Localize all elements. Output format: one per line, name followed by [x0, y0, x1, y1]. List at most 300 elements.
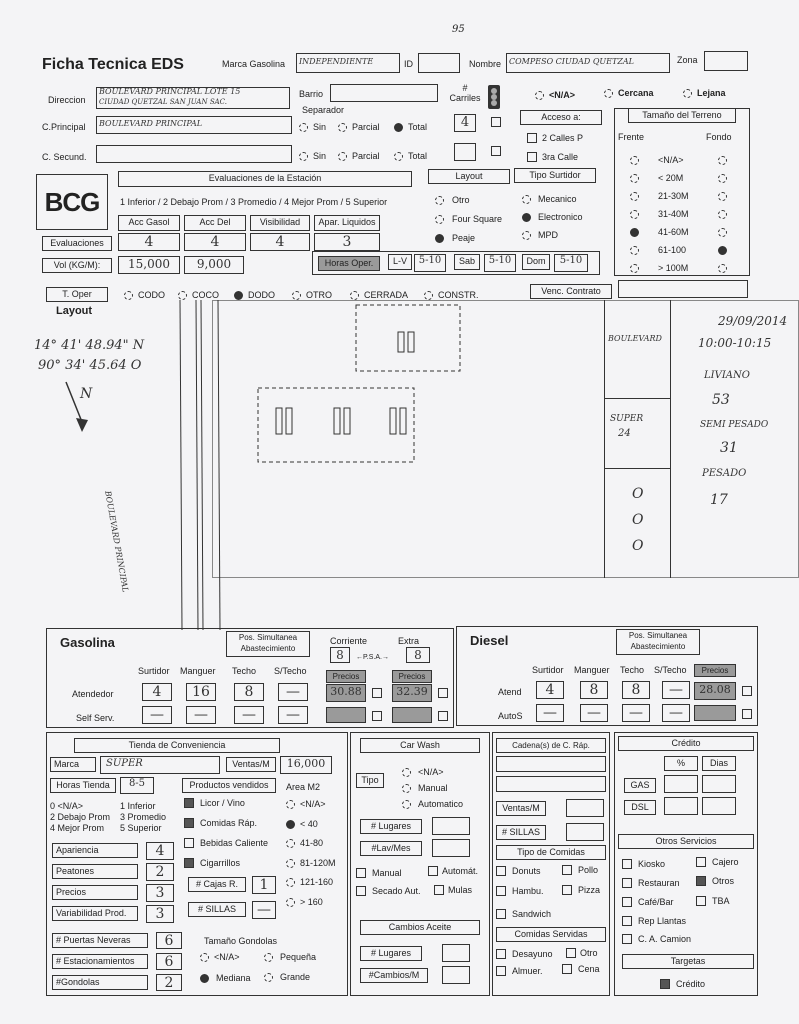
- precios-value[interactable]: 3: [146, 884, 174, 902]
- precios-label: Precios: [52, 885, 138, 900]
- terreno-size-label: 21-30M: [658, 191, 689, 201]
- gondolas-label: #Gondolas: [52, 975, 148, 990]
- tipo-operacion-option: OTRO: [306, 290, 332, 300]
- diesel-self-stecho[interactable]: —: [662, 704, 690, 722]
- carwash-title: Car Wash: [360, 738, 480, 753]
- distancia-na-radio[interactable]: [535, 91, 544, 100]
- restauran-check[interactable]: [622, 878, 632, 888]
- carwash-manual-label: Manual: [418, 783, 448, 793]
- surtidor-mecanico-label: Mecanico: [538, 194, 577, 204]
- terreno-size-label: < 20M: [658, 173, 684, 183]
- page-number: 95: [452, 24, 465, 35]
- gas-price-extra[interactable]: 32.39: [392, 684, 432, 702]
- eval-acc-gasol-value[interactable]: 4: [118, 233, 180, 251]
- distancia-cercana-label: Cercana: [618, 88, 654, 98]
- pesado-label: PESADO: [702, 468, 747, 479]
- cena-check[interactable]: [562, 964, 572, 974]
- estacionamientos-label: # Estacionamientos: [52, 954, 148, 969]
- surtidor-electronico-label: Electronico: [538, 212, 583, 222]
- csecund-field[interactable]: [96, 145, 292, 163]
- credito-dsl-label: DSL: [624, 800, 656, 815]
- puertas-neveras-value[interactable]: 6: [156, 932, 182, 949]
- credito-dias-label: Dias: [702, 756, 736, 771]
- rep-llantas-label: Rep Llantas: [638, 916, 687, 926]
- producto-label: Licor / Vino: [200, 798, 245, 808]
- zona-field[interactable]: [704, 51, 748, 71]
- marca-gasolina-label: Marca Gasolina: [222, 59, 286, 69]
- pollo-label: Pollo: [578, 865, 599, 875]
- carriles-label: # Carriles: [449, 83, 481, 103]
- hambu-label: Hambu.: [512, 886, 544, 896]
- layout-peaje-label: Peaje: [452, 233, 476, 243]
- diesel-self-surtidor[interactable]: —: [536, 704, 564, 722]
- road-label: BOULEVARD PRINCIPAL: [103, 490, 130, 594]
- aceite-lugares-label: # Lugares: [360, 946, 422, 961]
- acceso-3ra-calle-label: 3ra Calle: [542, 152, 579, 162]
- carriles-field-2[interactable]: [454, 143, 476, 161]
- carwash-na-radio[interactable]: [402, 768, 411, 777]
- cajero-label: Cajero: [712, 857, 739, 867]
- separador-sin-radio[interactable]: [299, 123, 308, 132]
- separador2-parcial-radio[interactable]: [338, 152, 347, 161]
- peatones-label: Peatones: [52, 864, 138, 879]
- almuerzo-label: Almuer.: [512, 966, 543, 976]
- atendedor-label: Atendedor: [72, 689, 114, 699]
- gondola-mediana-radio[interactable]: [200, 974, 209, 983]
- coordinate-latitude: 14° 41' 48.94" N: [34, 338, 145, 353]
- variabilidad-value[interactable]: 3: [146, 905, 174, 923]
- gas-self-techo[interactable]: —: [234, 706, 264, 724]
- carwash-mulas-check[interactable]: [434, 885, 444, 895]
- gas-self-price-2-check[interactable]: [438, 711, 448, 721]
- pesado-count: 17: [710, 492, 728, 508]
- tba-check[interactable]: [696, 896, 706, 906]
- frente-size-radio[interactable]: [630, 156, 639, 165]
- credito-card-label: Crédito: [676, 979, 706, 989]
- producto-check[interactable]: [184, 858, 194, 868]
- diesel-pos-simultanea-label: Pos. Simultanea Abastecimiento: [616, 629, 700, 655]
- gas-price-extra-check[interactable]: [438, 688, 448, 698]
- acceso-2calles-label: 2 Calles P: [542, 133, 584, 143]
- horas-tienda-label: Horas Tienda: [50, 778, 116, 793]
- separador2-total-radio[interactable]: [394, 152, 403, 161]
- gas-self-price-1-check[interactable]: [372, 711, 382, 721]
- tipo-operacion-radio[interactable]: [292, 291, 301, 300]
- carwash-na-label: <N/A>: [418, 767, 444, 777]
- gas-col-techo: Techo: [232, 666, 257, 676]
- layout-otro-radio[interactable]: [435, 196, 444, 205]
- credito-dsl-dias-field[interactable]: [702, 797, 736, 815]
- producto-label: Cigarrillos: [200, 858, 241, 868]
- fondo-size-radio[interactable]: [718, 192, 727, 201]
- tienda-ventas-value[interactable]: 16,000: [280, 756, 332, 774]
- pollo-check[interactable]: [562, 865, 572, 875]
- frente-size-radio[interactable]: [630, 228, 639, 237]
- tipo-operacion-option: DODO: [248, 290, 275, 300]
- acceso-2calles-check[interactable]: [527, 133, 537, 143]
- gas-at-techo[interactable]: 8: [234, 683, 264, 701]
- id-field[interactable]: [418, 53, 460, 73]
- carwash-lugares-label: # Lugares: [360, 819, 422, 834]
- producto-check[interactable]: [184, 798, 194, 808]
- eval-acc-del-value[interactable]: 4: [184, 233, 246, 251]
- ca-camion-check[interactable]: [622, 934, 632, 944]
- diesel-at-surtidor[interactable]: 4: [536, 681, 564, 699]
- terreno-size-label: <N/A>: [658, 155, 684, 165]
- acceso-label: Acceso a:: [520, 110, 602, 125]
- horas-sab-label: Sab: [454, 254, 480, 270]
- sketch-circle-2: O: [632, 512, 644, 528]
- carriles-field[interactable]: 4: [454, 114, 476, 132]
- cafe-bar-check[interactable]: [622, 897, 632, 907]
- gas-self-surtidor[interactable]: —: [142, 706, 172, 724]
- otros-servicio-label: Otros: [712, 876, 735, 886]
- road-drawing: [176, 300, 226, 630]
- tienda-scale-1: 0 <N/A>: [50, 801, 84, 811]
- cadena-ventas-field[interactable]: [566, 799, 604, 817]
- carwash-lavmes-field[interactable]: [432, 839, 470, 857]
- gas-price-corriente[interactable]: 30.88: [326, 684, 366, 702]
- tipo-operacion-option: COCO: [192, 290, 219, 300]
- donuts-check[interactable]: [496, 866, 506, 876]
- bcg-logo-text: BCG: [44, 187, 100, 217]
- gondola-grande-radio[interactable]: [264, 973, 273, 982]
- sketch-divider-h2: [604, 468, 671, 469]
- frente-size-radio[interactable]: [630, 264, 639, 273]
- diesel-self-price[interactable]: [694, 705, 736, 721]
- layout-four-square-radio[interactable]: [435, 215, 444, 224]
- distancia-cercana-radio[interactable]: [604, 89, 613, 98]
- sketch-divider-v2: [670, 300, 671, 578]
- gondola-pequena-radio[interactable]: [264, 953, 273, 962]
- frente-label: Frente: [618, 132, 645, 142]
- surtidor-electronico-radio[interactable]: [522, 213, 531, 222]
- diesel-col-manguer: Manguer: [574, 665, 610, 675]
- credito-dsl-pct-field[interactable]: [664, 797, 698, 815]
- evaluaciones-scale: 1 Inferior / 2 Debajo Prom / 3 Promedio / 4 Mejor Prom / 5 Superior: [120, 197, 388, 207]
- extra-label: Extra: [398, 636, 420, 646]
- pizza-label: Pizza: [578, 885, 601, 895]
- separador-label: Separador: [302, 105, 345, 115]
- puertas-neveras-label: # Puertas Neveras: [52, 933, 148, 948]
- form-title: Ficha Tecnica EDS: [42, 56, 184, 73]
- fondo-label: Fondo: [706, 132, 732, 142]
- carwash-manual-check[interactable]: [356, 868, 366, 878]
- hambu-check[interactable]: [496, 886, 506, 896]
- horas-lv-value[interactable]: 5-10: [414, 254, 446, 272]
- targetas-title: Targetas: [622, 954, 754, 969]
- pizza-check[interactable]: [562, 885, 572, 895]
- diesel-self-techo[interactable]: —: [622, 704, 650, 722]
- area-m2-label: Area M2: [286, 782, 321, 792]
- gas-self-price-2[interactable]: [392, 707, 432, 723]
- otros-servicio-check[interactable]: [696, 876, 706, 886]
- venc-contrato-label: Venc. Contrato: [530, 284, 612, 299]
- tamano-gondolas-label: Tamaño Gondolas: [204, 936, 278, 946]
- estacionamientos-value[interactable]: 6: [156, 953, 182, 970]
- aceite-lugares-field[interactable]: [442, 944, 470, 962]
- eval-col-acc-gasol: Acc Gasol: [118, 215, 180, 231]
- otro-comida-check[interactable]: [566, 948, 576, 958]
- corriente-value[interactable]: 8: [330, 647, 350, 663]
- horas-sab-value[interactable]: 5-10: [484, 254, 516, 272]
- fondo-size-radio[interactable]: [718, 264, 727, 273]
- acceso-3ra-calle-check[interactable]: [527, 152, 537, 162]
- surtidor-mecanico-radio[interactable]: [522, 195, 531, 204]
- diesel-self-manguer[interactable]: —: [580, 704, 608, 722]
- tienda-marca-label: Marca: [50, 757, 96, 772]
- tienda-ventas-label: Ventas/M: [226, 757, 276, 772]
- frente-size-radio[interactable]: [630, 210, 639, 219]
- bcg-logo: [36, 174, 108, 230]
- direccion-label: Direccion: [48, 95, 86, 105]
- traffic-light-icon: [486, 84, 502, 110]
- diesel-col-techo: Techo: [620, 665, 645, 675]
- gas-precios-label-2: Precios: [392, 670, 432, 683]
- carriles-check-1[interactable]: [491, 117, 501, 127]
- gas-col-stecho: S/Techo: [274, 666, 307, 676]
- gasolina-title: Gasolina: [60, 635, 115, 650]
- tipo-operacion-radio[interactable]: [424, 291, 433, 300]
- diesel-self-price-check[interactable]: [742, 709, 752, 719]
- surtidor-mpd-label: MPD: [538, 230, 558, 240]
- carwash-automat-label: Automát.: [442, 866, 479, 876]
- tipo-operacion-radio[interactable]: [178, 291, 187, 300]
- restauran-label: Restauran: [638, 878, 680, 888]
- cadena-field-1[interactable]: [496, 756, 606, 772]
- separador-parcial-label: Parcial: [352, 122, 380, 132]
- gas-self-stecho[interactable]: —: [278, 706, 308, 724]
- sketch-divider-v1: [604, 300, 605, 578]
- tipo-operacion-label: T. Oper: [46, 287, 108, 302]
- tienda-scale-2: 1 Inferior: [120, 801, 156, 811]
- tipo-operacion-radio[interactable]: [350, 291, 359, 300]
- tipo-operacion-radio[interactable]: [124, 291, 133, 300]
- tipo-operacion-option: CODO: [138, 290, 165, 300]
- tienda-marca-value: SUPER: [106, 758, 143, 769]
- carwash-automatico-radio[interactable]: [402, 800, 411, 809]
- csecund-label: C. Secund.: [42, 152, 87, 162]
- tienda-sillas-label: # SILLAS: [188, 902, 246, 917]
- area-radio[interactable]: [286, 839, 295, 848]
- horas-tienda-value[interactable]: 8-5: [120, 777, 154, 794]
- nombre-label: Nombre: [469, 59, 502, 69]
- desayuno-label: Desayuno: [512, 949, 553, 959]
- rep-llantas-check[interactable]: [622, 916, 632, 926]
- eval-col-apar-liquidos: Apar. Liquidos: [314, 215, 380, 231]
- gas-precios-label-1: Precios: [326, 670, 366, 683]
- peatones-value[interactable]: 2: [146, 863, 174, 881]
- kiosko-check[interactable]: [622, 859, 632, 869]
- vol-value-2[interactable]: 9,000: [184, 256, 244, 274]
- diesel-col-surtidor: Surtidor: [532, 665, 564, 675]
- gas-at-surtidor[interactable]: 4: [142, 683, 172, 701]
- tienda-scale-6: 5 Superior: [120, 823, 162, 833]
- horas-dom-label: Dom: [522, 254, 550, 270]
- kiosko-label: Kiosko: [638, 859, 666, 869]
- carwash-automat-check[interactable]: [428, 866, 438, 876]
- frente-size-radio[interactable]: [630, 174, 639, 183]
- carwash-manual2-label: Manual: [372, 868, 402, 878]
- carwash-lugares-field[interactable]: [432, 817, 470, 835]
- diesel-at-techo[interactable]: 8: [622, 681, 650, 699]
- psa-label: ←P.S.A.→: [356, 654, 389, 661]
- carriles-check-2[interactable]: [491, 146, 501, 156]
- distancia-na-label: <N/A>: [549, 90, 576, 100]
- otro-comida-label: Otro: [580, 948, 598, 958]
- cambios-aceite-title: Cambios Aceite: [360, 920, 480, 935]
- fondo-size-radio[interactable]: [718, 174, 727, 183]
- gas-col-surtidor: Surtidor: [138, 666, 170, 676]
- area-label: 81-120M: [300, 857, 336, 868]
- producto-label: Bebidas Caliente: [200, 838, 269, 848]
- layout-label: Layout: [428, 169, 510, 184]
- barrio-field[interactable]: [330, 84, 438, 102]
- carwash-automatico-label: Automatico: [418, 799, 464, 809]
- diesel-title: Diesel: [470, 633, 509, 648]
- direccion-value-1: BOULEVARD PRINCIPAL LOTE 15: [99, 87, 241, 96]
- separador2-total-label: Total: [408, 151, 428, 161]
- area-radio[interactable]: [286, 898, 295, 907]
- corriente-label: Corriente: [330, 636, 368, 646]
- gas-self-manguer[interactable]: —: [186, 706, 216, 724]
- credito-gas-pct-field[interactable]: [664, 775, 698, 793]
- productos-vendidos-label: Productos vendidos: [182, 778, 276, 793]
- gondola-na-radio[interactable]: [200, 953, 209, 962]
- diesel-precios-label: Precios: [694, 664, 736, 677]
- cadena-field-2[interactable]: [496, 776, 606, 792]
- tipo-operacion-option: CERRADA: [364, 290, 409, 300]
- area-radio[interactable]: [286, 820, 295, 829]
- producto-check[interactable]: [184, 838, 194, 848]
- credito-card-check[interactable]: [660, 979, 670, 989]
- frente-size-radio[interactable]: [630, 246, 639, 255]
- tienda-scale-3: 2 Debajo Prom: [50, 812, 111, 822]
- gondola-grande-label: Grande: [280, 972, 311, 982]
- gasolina-pos-simultanea-label: Pos. Simultanea Abastecimiento: [226, 631, 310, 657]
- desayuno-check[interactable]: [496, 949, 506, 959]
- extra-value[interactable]: 8: [406, 647, 430, 663]
- tba-label: TBA: [712, 896, 730, 906]
- comidas-servidas-title: Comidas Servidas: [496, 927, 606, 942]
- cajas-value[interactable]: 1: [252, 876, 276, 894]
- separador2-sin-radio[interactable]: [299, 152, 308, 161]
- coordinate-longitude: 90° 34' 45.64 O: [38, 358, 142, 373]
- gondolas-value[interactable]: 2: [156, 974, 182, 991]
- eval-apar-liquidos-value[interactable]: 3: [314, 233, 380, 251]
- tienda-sillas-value[interactable]: —: [252, 901, 276, 919]
- frente-size-radio[interactable]: [630, 192, 639, 201]
- diesel-price[interactable]: 28.08: [694, 682, 736, 700]
- horas-dom-value[interactable]: 5-10: [554, 254, 588, 272]
- sketch-circle-1: O: [632, 486, 644, 502]
- credito-gas-label: GAS: [624, 778, 656, 793]
- diesel-at-stecho[interactable]: —: [662, 681, 690, 699]
- horas-lv-label: L-V: [388, 254, 412, 270]
- aceite-cambios-field[interactable]: [442, 966, 470, 984]
- cajas-label: # Cajas R.: [188, 877, 246, 892]
- area-radio[interactable]: [286, 800, 295, 809]
- surtidor-mpd-radio[interactable]: [522, 231, 531, 240]
- cadena-title: Cadena(s) de C. Ráp.: [496, 738, 606, 753]
- north-label: N: [80, 386, 93, 402]
- cajero-check[interactable]: [696, 857, 706, 867]
- producto-check[interactable]: [184, 818, 194, 828]
- separador2-sin-label: Sin: [313, 151, 327, 161]
- terreno-size-label: 31-40M: [658, 209, 689, 219]
- station-layout-drawing: [250, 300, 470, 470]
- separador-parcial-radio[interactable]: [338, 123, 347, 132]
- liviano-label: LIVIANO: [704, 370, 750, 381]
- apariencia-value[interactable]: 4: [146, 842, 174, 860]
- layout-peaje-radio[interactable]: [435, 234, 444, 243]
- carwash-manual-radio[interactable]: [402, 784, 411, 793]
- evaluaciones-row-label: Evaluaciones: [42, 236, 112, 251]
- credito-gas-dias-field[interactable]: [702, 775, 736, 793]
- separador-sin-label: Sin: [313, 122, 327, 132]
- marca-gasolina-value: INDEPENDIENTE: [299, 57, 374, 66]
- distancia-lejana-radio[interactable]: [683, 89, 692, 98]
- eval-visibilidad-value[interactable]: 4: [250, 233, 310, 251]
- semi-pesado-count: 31: [720, 440, 738, 456]
- almuerzo-check[interactable]: [496, 966, 506, 976]
- cadena-sillas-field[interactable]: [566, 823, 604, 841]
- vol-value-1[interactable]: 15,000: [118, 256, 180, 274]
- gondola-mediana-label: Mediana: [216, 973, 251, 983]
- carwash-secado-check[interactable]: [356, 886, 366, 896]
- area-label: > 160: [300, 896, 323, 907]
- zona-label: Zona: [677, 55, 698, 65]
- diesel-at-manguer[interactable]: 8: [580, 681, 608, 699]
- separador-total-radio[interactable]: [394, 123, 403, 132]
- tipo-operacion-option: CONSTR.: [438, 290, 479, 300]
- separador2-parcial-label: Parcial: [352, 151, 380, 161]
- semi-pesado-label: SEMI PESADO: [700, 420, 769, 430]
- cprincipal-value: BOULEVARD PRINCIPAL: [99, 119, 203, 128]
- area-label: < 40: [300, 818, 318, 829]
- gas-self-price-1[interactable]: [326, 707, 366, 723]
- diesel-autos-label: AutoS: [498, 711, 523, 721]
- id-label: ID: [404, 59, 413, 69]
- sandwich-check[interactable]: [496, 909, 506, 919]
- fondo-size-radio[interactable]: [718, 210, 727, 219]
- gas-at-stecho[interactable]: —: [278, 683, 308, 701]
- otros-servicios-title: Otros Servicios: [618, 834, 754, 849]
- area-radio[interactable]: [286, 878, 295, 887]
- gas-price-corriente-check[interactable]: [372, 688, 382, 698]
- donuts-label: Donuts: [512, 866, 541, 876]
- area-radio[interactable]: [286, 859, 295, 868]
- barrio-label: Barrio: [299, 89, 324, 99]
- carwash-tipo-label: Tipo: [356, 773, 384, 788]
- area-label: 41-80: [300, 838, 324, 848]
- liviano-count: 53: [712, 392, 730, 408]
- terreno-size-label: 41-60M: [658, 227, 689, 237]
- fondo-size-radio[interactable]: [718, 156, 727, 165]
- tipo-operacion-radio[interactable]: [234, 291, 243, 300]
- gas-at-manguer[interactable]: 16: [186, 683, 216, 701]
- self-serv-label: Self Serv.: [76, 713, 115, 723]
- fondo-size-radio[interactable]: [718, 246, 727, 255]
- diesel-price-check[interactable]: [742, 686, 752, 696]
- horas-oper-label: Horas Oper.: [318, 256, 380, 271]
- tienda-title: Tienda de Conveniencia: [74, 738, 280, 753]
- eval-col-visibilidad: Visibilidad: [250, 215, 310, 231]
- super-number: 24: [618, 428, 631, 439]
- venc-contrato-field[interactable]: [618, 280, 748, 298]
- nombre-value: COMPESO CIUDAD QUETZAL: [509, 57, 634, 66]
- fondo-size-radio[interactable]: [718, 228, 727, 237]
